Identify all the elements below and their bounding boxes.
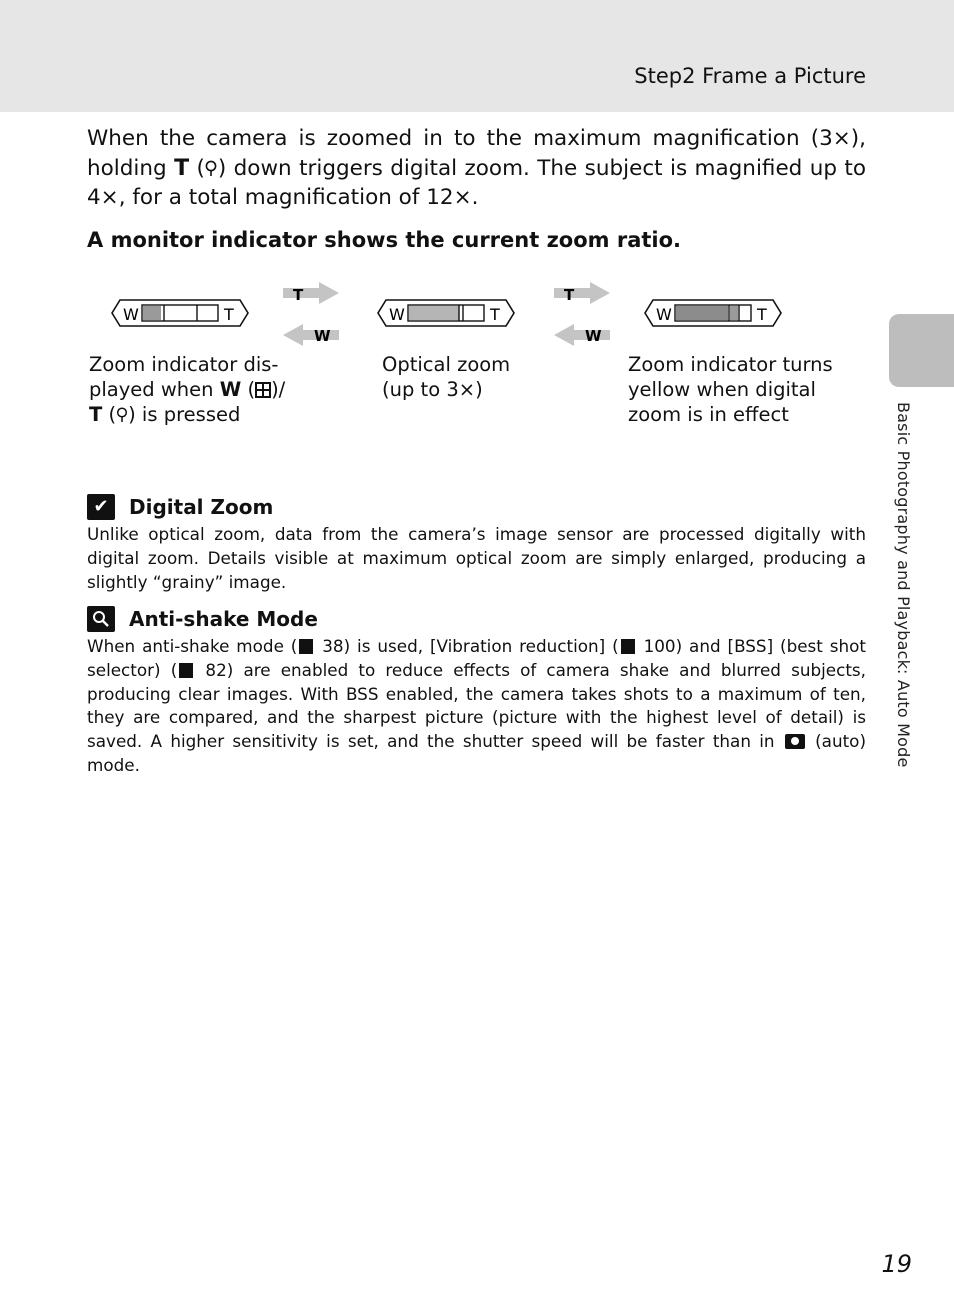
- intro-text-2: (: [196, 155, 205, 181]
- indicator-w-label: W: [123, 305, 139, 324]
- wide-button-glyph: W: [219, 378, 242, 401]
- caption-line: )/: [271, 378, 286, 401]
- digital-zoom-bar: [730, 306, 738, 320]
- page-number: 19: [881, 1250, 912, 1278]
- caption-line: played when: [89, 378, 220, 401]
- intro-text-1: When the camera is zoomed in to the maximum magnification (3×), holding: [87, 126, 866, 181]
- caption-line: ) is pressed: [128, 403, 241, 426]
- zoom-magnifier-icon: [116, 407, 128, 423]
- zoom-magnifier-icon: [205, 160, 218, 177]
- chapter-label: Basic Photography and Playback: Auto Mode: [894, 402, 913, 768]
- caption-optical-zoom: [382, 352, 510, 402]
- caption-line: (: [102, 403, 117, 426]
- optical-zoom-bar: [409, 306, 459, 320]
- caption-digital-zoom: [628, 352, 833, 427]
- page-reference-icon: [621, 639, 635, 654]
- zoom-indicator-diagram: [0, 270, 880, 360]
- note-title-text: Digital Zoom: [129, 495, 274, 519]
- indicator-w-label: W: [389, 305, 405, 324]
- indicator-t-label: T: [757, 305, 767, 324]
- caption-line: yellow when digital: [628, 378, 816, 401]
- wide-arrow-label: W: [314, 327, 331, 345]
- zoom-indicator-digital: [645, 300, 781, 326]
- zoom-arrows-2: [554, 282, 610, 346]
- note-text: 38) is used, [Vibration reduction] (: [315, 636, 619, 656]
- optical-zoom-bar: [676, 306, 728, 320]
- caption-line: Optical zoom: [382, 353, 511, 376]
- tele-arrow-label: T: [564, 286, 575, 304]
- camera-auto-mode-icon: [785, 734, 805, 749]
- anti-shake-note-title: [87, 606, 318, 632]
- caption-line: zoom is in effect: [628, 403, 789, 426]
- section-title: Step2 Frame a Picture: [634, 64, 866, 88]
- zoom-arrows-1: [283, 282, 339, 346]
- caption-line: (: [241, 378, 256, 401]
- note-text: When anti-shake mode (: [87, 636, 298, 656]
- digital-zoom-note-body: Unlike optical zoom, data from the camera’s image sensor are processed digitally with digital zoom. Details visible at maximum optical zoom are simply enlarged, producing a slightly “grainy” image.: [87, 524, 866, 592]
- zoom-indicator-wide: [112, 300, 248, 326]
- intro-text-3: ) down triggers digital zoom. The subject is magnified up to 4×, for a total magnification of 12×.: [87, 155, 866, 210]
- optical-zoom-bar: [143, 306, 161, 320]
- thumbnail-grid-icon: [255, 382, 271, 398]
- chapter-tab: [889, 314, 954, 387]
- intro-paragraph: [87, 124, 866, 213]
- caption-indicator-shown: [89, 352, 285, 427]
- note-text: 82) are enabled to reduce effects of camera shake and blurred subjects, producing clear images. With BSS enabled, the camera takes shots to a maximum of ten, they are compared, and the sharpest picture (picture with the highest level of detail) is saved. A higher sensitivity is set, and the shutter speed will be faster than in: [87, 659, 866, 752]
- zoom-indicator-heading: A monitor indicator shows the current zoom ratio.: [87, 228, 682, 252]
- caption-line: Zoom indicator dis-: [89, 353, 279, 376]
- magnifier-note-icon: [87, 606, 115, 632]
- wide-arrow-label: W: [585, 327, 602, 345]
- page-reference-icon: [179, 663, 193, 678]
- caption-line: (up to 3×): [382, 378, 483, 401]
- check-icon: ✔: [87, 494, 115, 520]
- digital-zoom-note-title: [87, 494, 273, 520]
- zoom-indicator-optical: [378, 300, 514, 326]
- indicator-t-label: T: [224, 305, 234, 324]
- note-text: (auto) mode.: [87, 731, 866, 775]
- header-band: [0, 0, 954, 112]
- page-reference-icon: [299, 639, 313, 654]
- caption-line: Zoom indicator turns: [628, 353, 833, 376]
- digital-zoom-bar: [464, 306, 483, 320]
- indicator-t-label: T: [490, 305, 500, 324]
- tele-arrow-label: T: [293, 286, 304, 304]
- tele-button-glyph: T: [89, 403, 103, 426]
- note-title-text: Anti-shake Mode: [129, 607, 318, 631]
- digital-zoom-bar: [198, 306, 217, 320]
- tele-button-glyph: T: [174, 155, 190, 181]
- indicator-w-label: W: [656, 305, 672, 324]
- anti-shake-note-body: [87, 635, 866, 778]
- note-text: 100) and [BSS] (best shot selector) (: [87, 636, 867, 680]
